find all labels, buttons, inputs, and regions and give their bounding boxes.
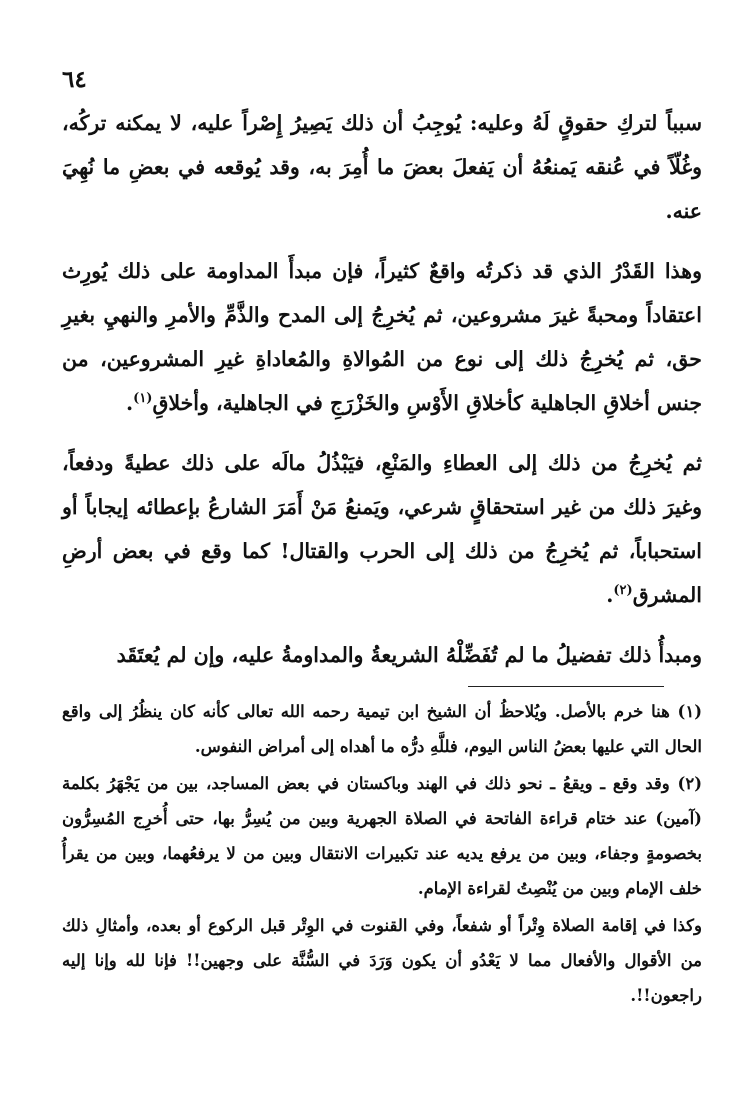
footnote: وكذا في إقامة الصلاة وِتْراً أو شفعاً، وفي القنوت في الوِتْر قبل الركوع أو بعده، وأمثالِ ذلك من الأقوال والأفعال مما لا يَعْدُو أن يكون وَرَدَ في السُّنَّة على وجهين!! فإنا لله وإنا إليه راجعون!!.	[62, 916, 702, 1005]
footnote-reference: (١)	[133, 391, 153, 407]
footnote: (١) هنا خرم بالأصل. ويُلاحظُ أن الشيخ ابن تيمية رحمه الله تعالى كأنه كان ينظُرُ إلى واقع الحال التي عليها بعضُ الناس اليوم، فللَّهِ درُّه ما أهداه إلى أمراض النفوس.	[62, 702, 702, 756]
body-paragraph	[62, 249, 702, 425]
footnotes	[62, 694, 702, 1013]
footnote: (٢) وقد وقع ـ ويقعُ ـ نحو ذلك في الهند وباكستان في بعض المساجد، بين من يَجْهَرُ بكلمة (آمين) عند ختام قراءة الفاتحة في الصلاة الجهرية وبين من يُسِرُّ بها، حتى أُخرِج المُسِرُّون بخصومةٍ وجفاء، وبين من يرفع يديه عند تكبيرات الانتقال وبين من لا يرفعُهما، وبين من يقرأُ خلف الإمام وبين من يُنْصِتُ لقراءة الإمام.	[62, 774, 702, 898]
body-paragraph: ومبدأُ ذلك تفضيلُ ما لم تُفَضِّلْهُ الشريعةُ والمداومةُ عليه، وإن لم يُعتَقَد	[116, 643, 702, 667]
body-paragraph-text: ثم يُخرِجُ من ذلك إلى العطاءِ والمَنْعِ، فيَبْذُلُ مالَه على ذلك عطيةً ودفعاً، وغيرَ ذلك من غير استحقاقٍ شرعي، ويَمنعُ مَنْ أَمَرَ الشارعُ بإعطائه إيجاباً أو استحباباً، ثم يُخرِجُ من ذلك إلى الحرب والقتال! كما وقع في بعض أرضِ المشرق	[62, 451, 702, 607]
body-paragraph-text: وهذا القَدْرُ الذي قد ذكرتُه واقعٌ كثيراً، فإن مبدأَ المداومة على ذلك يُورِث اعتقاداً ومحبةً غيرَ مشروعين، ثم يُخرِجُ إلى المدح والذَّمِّ والأمرِ والنهيِ بغيرِ حق، ثم يُخرِجُ ذلك إلى نوع من المُوالاةِ والمُعاداةِ غيرِ المشروعين، من جنس أخلاقِ الجاهلية كأخلاقِ الأَوْسِ والخَزْرَجِ في الجاهلية، وأخلاقِ	[62, 259, 702, 415]
footnote-reference: (٢)	[613, 583, 633, 599]
main-text	[62, 101, 702, 677]
body-paragraph	[62, 441, 702, 617]
body-paragraph: سبباً لتركِ حقوقٍ لَهُ وعليه: يُوجِبُ أن ذلك يَصِيرُ إِصْراً عليه، لا يمكنه تركُه، وغُلّاً في عُنقه يَمنعُهُ أن يَفعلَ بعضَ ما أُمِرَ به، وقد يُوقعه في بعضِ ما نُهِيَ عنه.	[62, 111, 702, 223]
paragraph-end-mark: .	[606, 583, 614, 607]
paragraph-end-mark: .	[126, 391, 134, 415]
page-number: ٦٤	[62, 66, 87, 93]
footnote-divider	[468, 686, 664, 687]
